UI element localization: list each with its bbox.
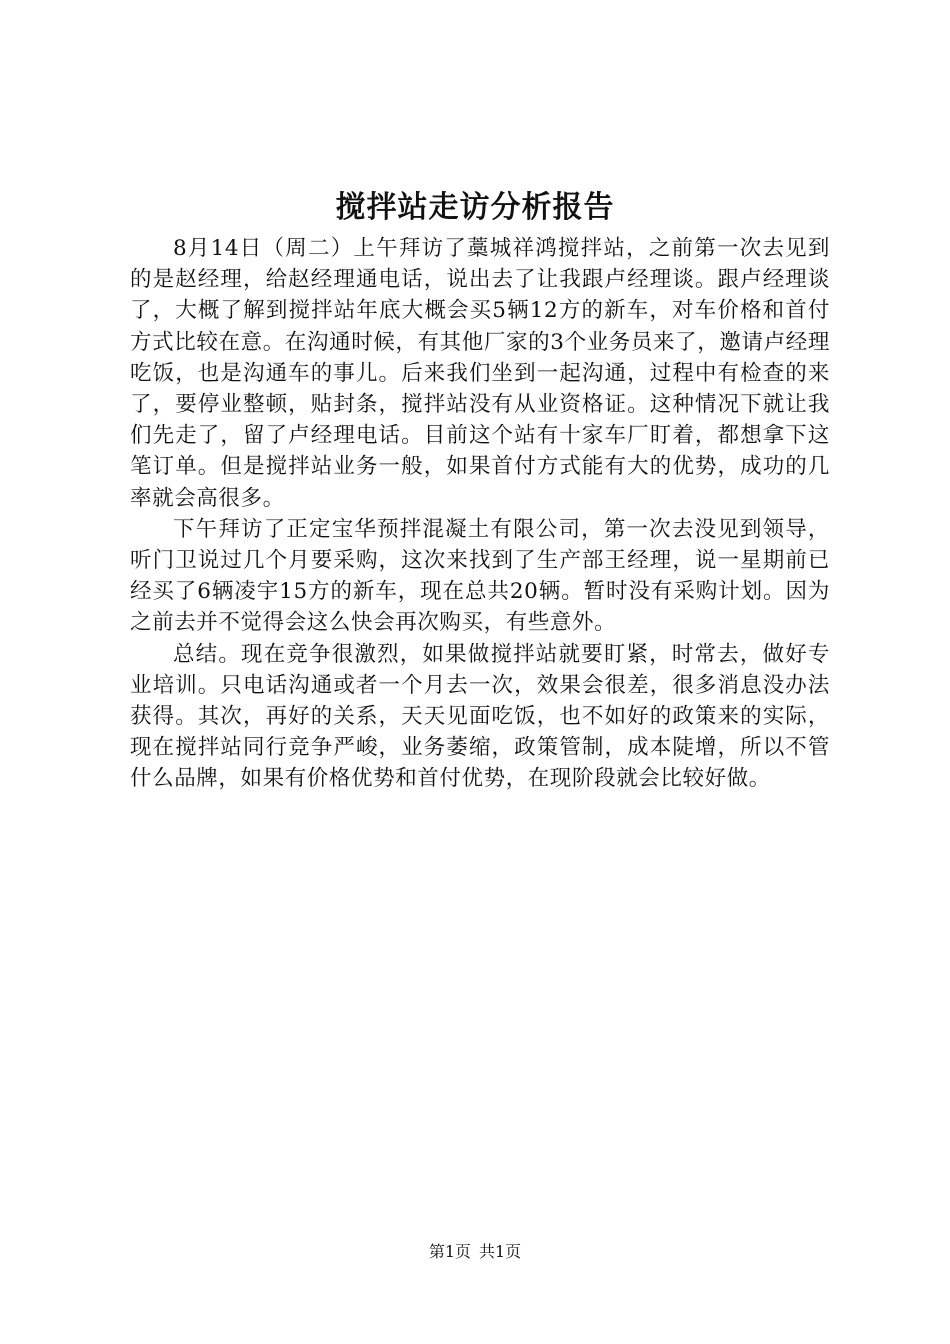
page-total: 共1页: [479, 1242, 522, 1261]
page-footer: [0, 1240, 950, 1264]
paragraph-2: 下午拜访了正定宝华预拌混凝土有限公司，第一次去没见到领导，听门卫说过几个月要采购，这次来找到了生产部王经理，说一星期前已经买了6辆凌宇15方的新车，现在总共20辆。暂时没有采购计划。因为之前去并不觉得会这么快会再次购买，有些意外。: [130, 516, 830, 636]
paragraph-1: 8月14日（周二）上午拜访了藁城祥鸿搅拌站，之前第一次去见到的是赵经理，给赵经理通电话，说出去了让我跟卢经理谈。跟卢经理谈了，大概了解到搅拌站年底大概会买5辆12方的新车，对车价格和首付方式比较在意。在沟通时候，有其他厂家的3个业务员来了，邀请卢经理吃饭，也是沟通车的事儿。后来我们坐到一起沟通，过程中有检查的来了，要停业整顿，贴封条，搅拌站没有从业资格证。这种情况下就让我们先走了，留了卢经理电话。目前这个站有十家车厂盯着，都想拿下这笔订单。但是搅拌站业务一般，如果首付方式能有大的优势，成功的几率就会高很多。: [130, 236, 830, 511]
document-title: 搅拌站走访分析报告: [335, 190, 615, 225]
paragraph-3: 总结。现在竞争很激烈，如果做搅拌站就要盯紧，时常去，做好专业培训。只电话沟通或者一个月去一次，效果会很差，很多消息没办法获得。其次，再好的关系，天天见面吃饭，也不如好的政策来的实际，现在搅拌站同行竞争严峻，业务萎缩，政策管制，成本陡增，所以不管什么品牌，如果有价格优势和首付优势，在现阶段就会比较好做。: [130, 641, 830, 792]
document-body: [130, 233, 830, 795]
page-number: 第1页: [428, 1242, 471, 1261]
